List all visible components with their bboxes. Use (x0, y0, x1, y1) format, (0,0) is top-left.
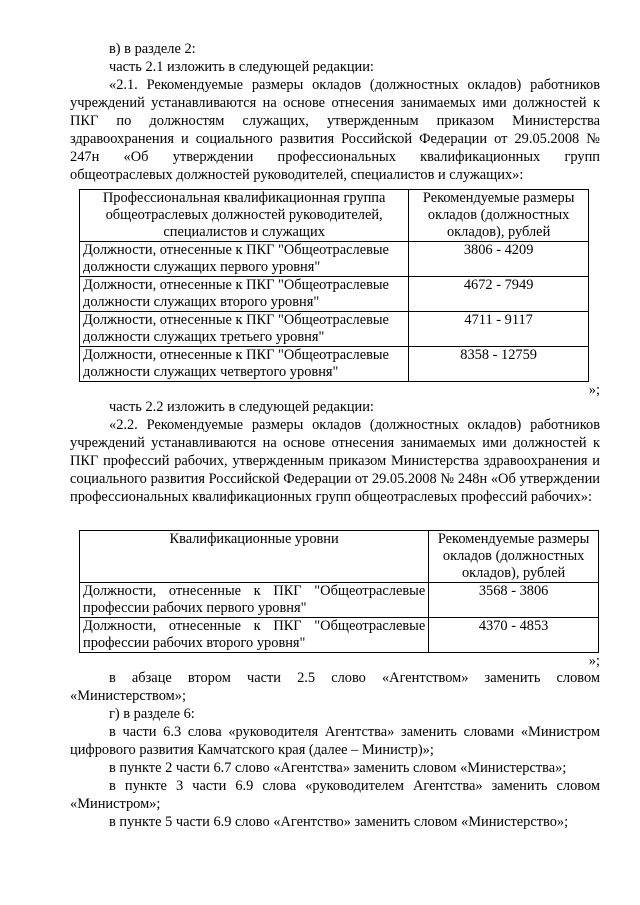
column-header-salary: Рекомендуемые размеры окладов (должностных окладов), рублей (409, 190, 589, 242)
table-cell-range: 4711 - 9117 (409, 312, 589, 347)
table-cell-group: Должности, отнесенные к ПКГ "Общеотраслевые должности служащих четвертого уровня" (80, 347, 409, 382)
column-header-salary: Рекомендуемые размеры окладов (должностных окладов), рублей (429, 531, 599, 583)
table-row (80, 242, 589, 277)
table-cell-range: 3568 - 3806 (429, 583, 599, 618)
table-cell-group: Должности, отнесенные к ПКГ "Общеотраслевые профессии рабочих первого уровня" (80, 583, 429, 618)
table-pkg-employees (79, 189, 589, 382)
table-row (80, 583, 599, 618)
table-cell-range: 8358 - 12759 (409, 347, 589, 382)
section-b-heading: в) в разделе 2: (109, 41, 196, 57)
section-g-heading: г) в разделе 6: (109, 706, 195, 722)
table-cell-group: Должности, отнесенные к ПКГ "Общеотраслевые профессии рабочих второго уровня" (80, 618, 429, 653)
table-cell-group: Должности, отнесенные к ПКГ "Общеотраслевые должности служащих первого уровня" (80, 242, 409, 277)
part-2-1-intro: часть 2.1 изложить в следующей редакции: (109, 59, 374, 75)
document-page (70, 40, 600, 831)
table-row (80, 618, 599, 653)
part-2-2-intro: часть 2.2 изложить в следующей редакции: (109, 399, 374, 415)
column-header-group: Профессиональная квалификационная группа общеотраслевых должностей руководителей, специалистов и служащих (80, 190, 409, 242)
table-cell-group: Должности, отнесенные к ПКГ "Общеотраслевые должности служащих третьего уровня" (80, 312, 409, 347)
part-6-3-text: в части 6.3 слова «руководителя Агентства» заменить словами «Министром цифрового развития Камчатского края (далее – Министр)»; (70, 724, 600, 758)
part-2-2-text: «2.2. Рекомендуемые размеры окладов (должностных окладов) работников учреждений устанавливаются на основе отнесения занимаемых ими должностей к ПКГ профессий рабочих, утвержденным приказом Министерства здравоохранения и социального развития Российской Федерации от 29.05.2008 № 248н «Об утверждении профессиональных квалификационных групп общеотраслевых профессий рабочих»: (70, 417, 600, 505)
table-cell-range: 4370 - 4853 (429, 618, 599, 653)
part-6-9-3-text: в пункте 3 части 6.9 слова «руководителем Агентства» заменить словом «Министром»; (70, 778, 600, 812)
table-row (80, 277, 589, 312)
part-6-9-5-text: в пункте 5 части 6.9 слово «Агентство» заменить словом «Министерство»; (109, 814, 569, 830)
closing-mark: »; (588, 382, 600, 398)
table-cell-range: 3806 - 4209 (409, 242, 589, 277)
table-header-row (80, 531, 599, 583)
part-2-5-text: в абзаце втором части 2.5 слово «Агентством» заменить словом «Министерством»; (70, 670, 600, 704)
part-2-1-text: «2.1. Рекомендуемые размеры окладов (должностных окладов) работников учреждений устанавливаются на основе отнесения занимаемых ими должностей к ПКГ по должностям служащих, утвержденным приказом Министерства здравоохранения и социального развития Российской Федерации от 29.05.2008 № 247н «Об утверждении профессиональных квалификационных групп общеотраслевых должностей руководителей, специалистов и служащих»: (70, 77, 600, 183)
table-row (80, 347, 589, 382)
table-header-row (80, 190, 589, 242)
table-cell-range: 4672 - 7949 (409, 277, 589, 312)
table-pkg-workers (79, 530, 599, 653)
table-cell-group: Должности, отнесенные к ПКГ "Общеотраслевые должности служащих второго уровня" (80, 277, 409, 312)
part-6-7-text: в пункте 2 части 6.7 слово «Агентства» заменить словом «Министерства»; (109, 760, 567, 776)
table-row (80, 312, 589, 347)
closing-mark: »; (588, 653, 600, 669)
column-header-levels: Квалификационные уровни (80, 531, 429, 583)
